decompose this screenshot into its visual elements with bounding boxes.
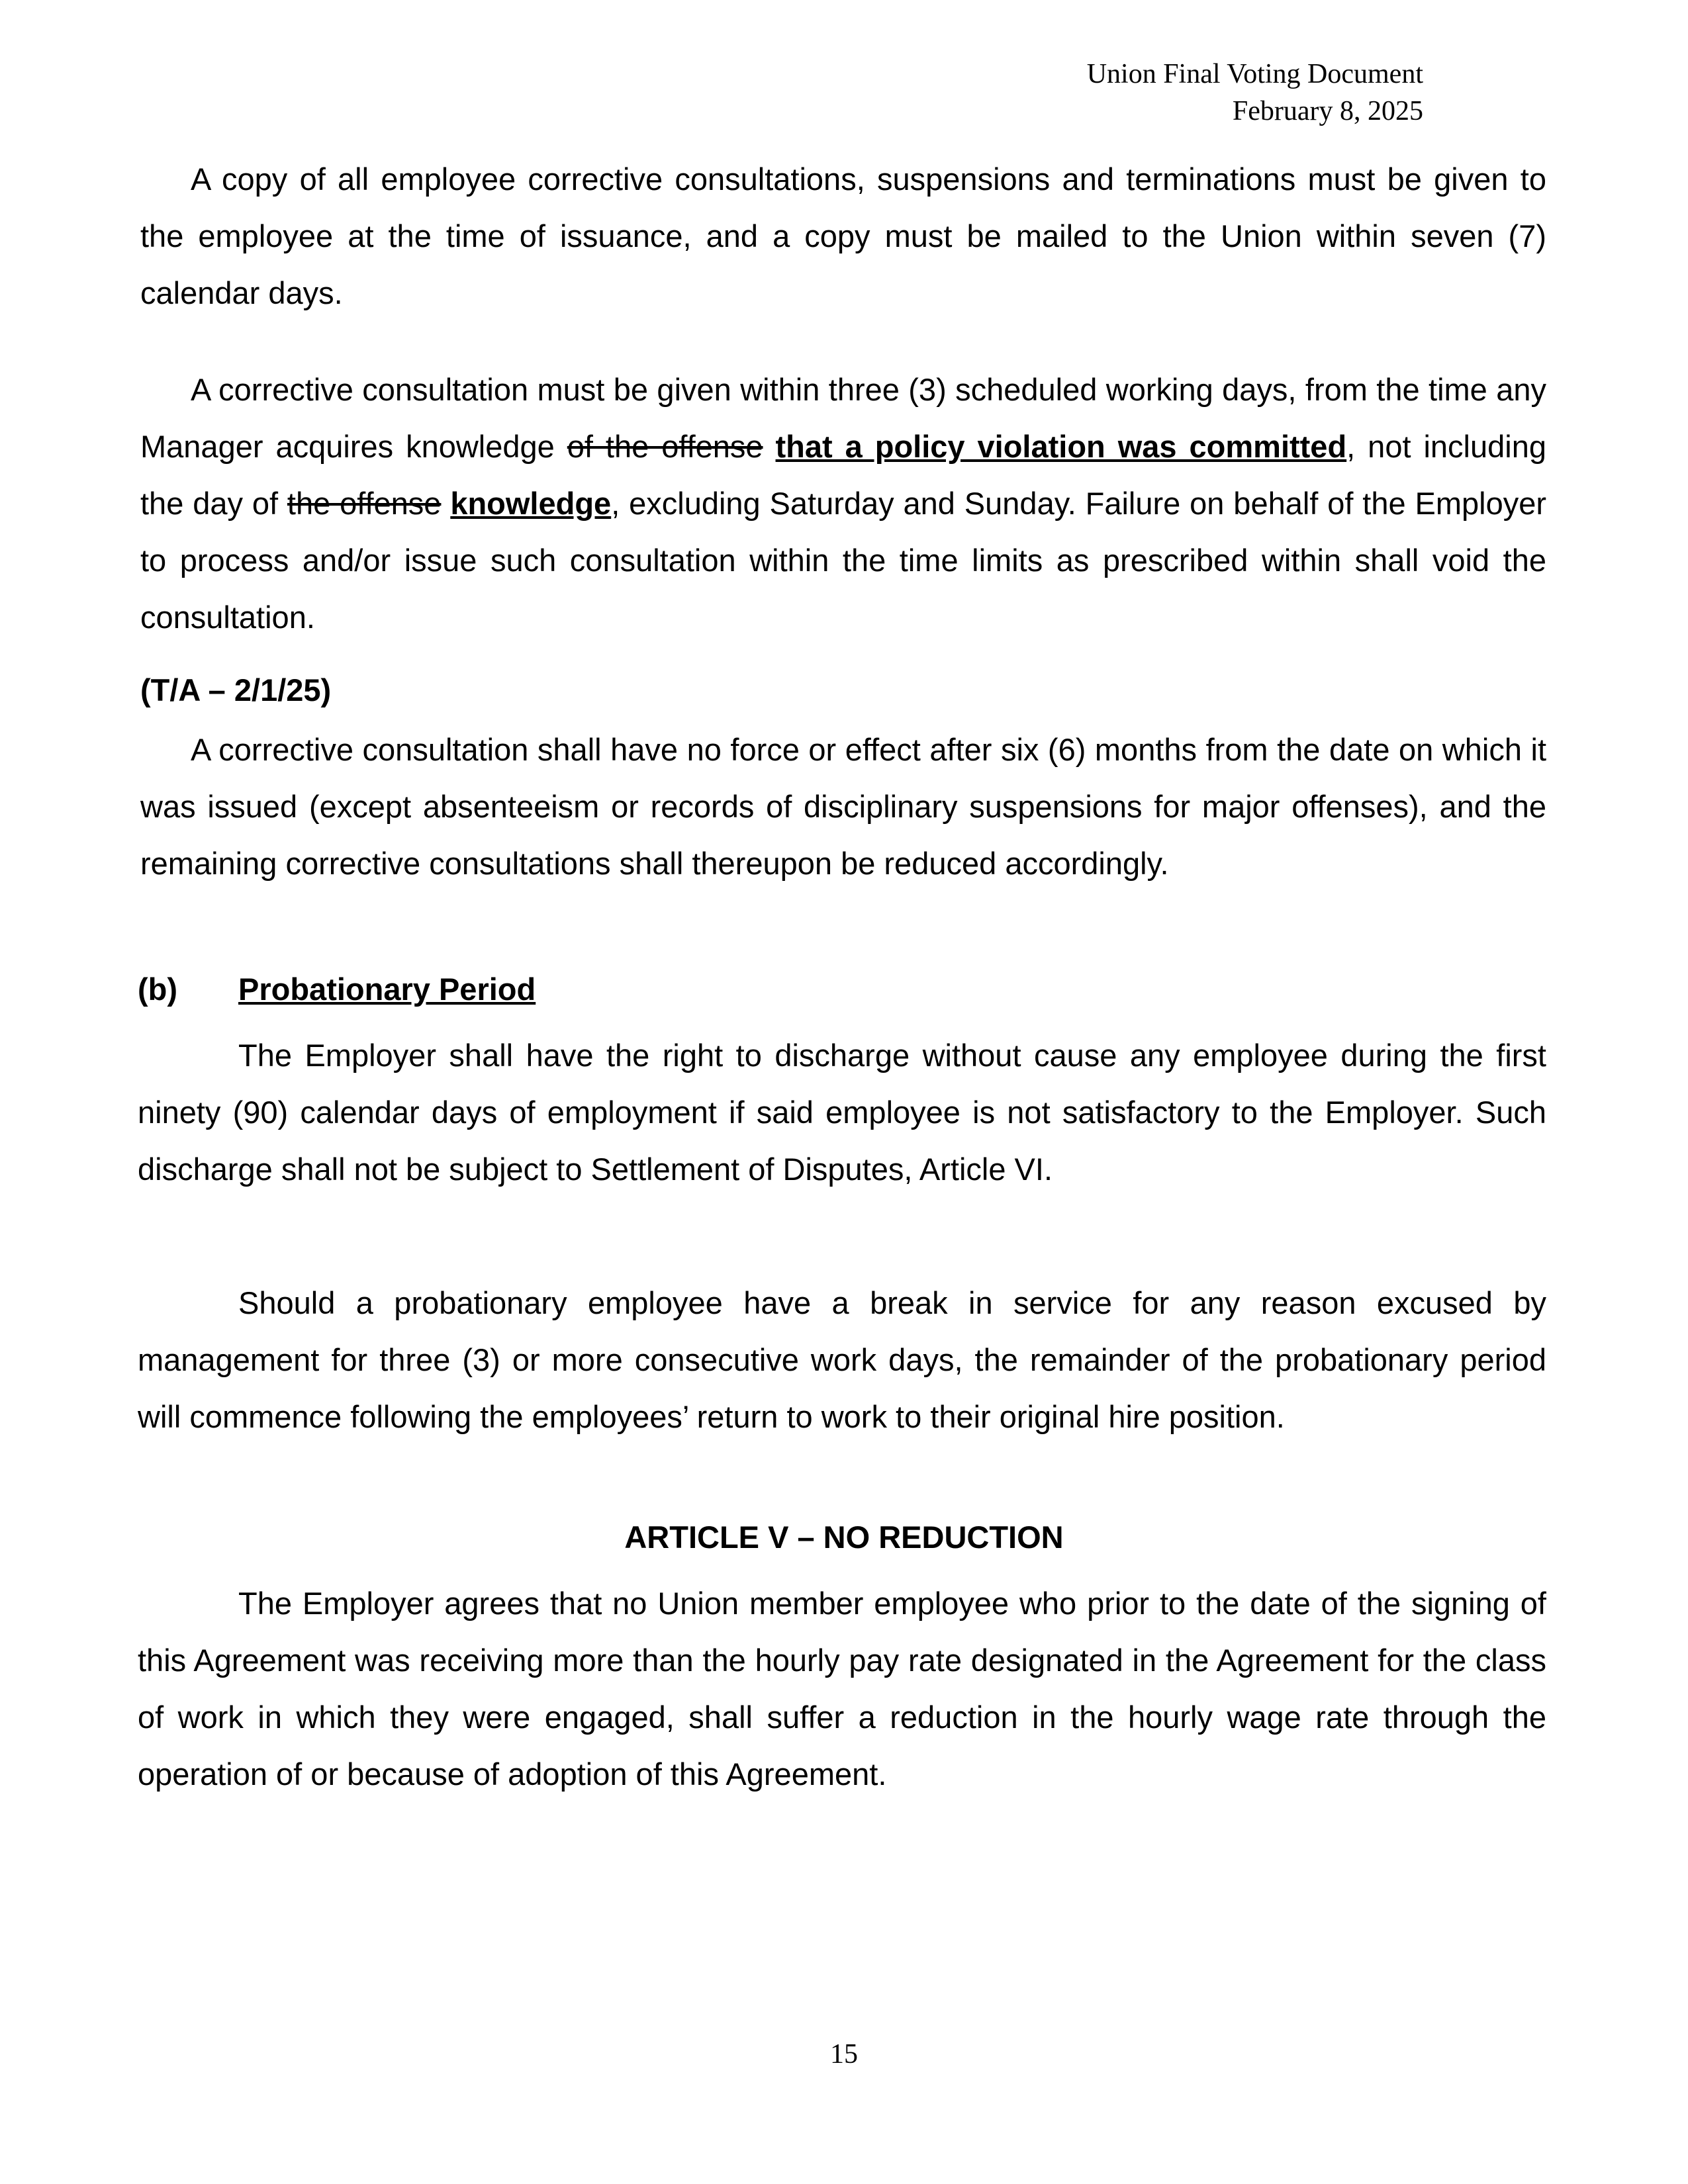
section-title: Probationary Period (238, 972, 536, 1007)
section-b-heading (138, 961, 536, 1018)
document-header (1087, 56, 1423, 130)
para2-text-2: , not including the day of (140, 429, 1546, 521)
para2-text-3: , excluding Saturday and Sunday. Failure on behalf of the Employer to process and/or issue such consultation within the time limits as prescribed within shall void the consultation. (140, 486, 1546, 635)
page-number: 15 (830, 2039, 858, 2070)
section-number: (b) (138, 972, 178, 1007)
inserted-text-2: knowledge (450, 486, 612, 521)
paragraph-corrective-consultation-timing (140, 361, 1546, 646)
deleted-text-1: of the offense (567, 429, 763, 464)
header-title: Union Final Voting Document (1086, 59, 1423, 89)
paragraph-copy-of-consultations: A copy of all employee corrective consultations, suspensions and terminations must be given to the employee at the time of issuance, and a copy must be mailed to the Union within seven (7) calendar days. (140, 161, 1546, 310)
inserted-text-1: that a policy violation was committed (775, 429, 1347, 464)
paragraph-probationary-break: Should a probationary employee have a break in service for any reason excused by management for three (3) or more consecutive work days, the remainder of the probationary period will commence following the employees’ return to work to their original hire position. (138, 1285, 1546, 1434)
tentative-agreement-note: (T/A – 2/1/25) (140, 672, 332, 707)
deleted-text-2: the offense (287, 486, 442, 521)
header-date: February 8, 2025 (1232, 96, 1423, 126)
paragraph-no-reduction: The Employer agrees that no Union member employee who prior to the date of the signing of this Agreement was receiving more than the hourly pay rate designated in the Agreement for the class of work in which they were engaged, shall suffer a reduction in the hourly wage rate through the operation of or because of adoption of this Agreement. (138, 1586, 1546, 1792)
paragraph-probationary-discharge: The Employer shall have the right to discharge without cause any employee during the first ninety (90) calendar days of employment if said employee is not satisfactory to the Employer. Such discharge shall not be subject to Settlement of Disputes, Article VI. (138, 1038, 1546, 1187)
paragraph-consultation-expiry: A corrective consultation shall have no force or effect after six (6) months from the date on which it was issued (except absenteeism or records of disciplinary suspensions for major offenses), and the remaining corrective consultations shall thereupon be reduced accordingly. (140, 732, 1546, 881)
para2-text-1: A corrective consultation must be given within three (3) scheduled working days, from the time any Manager acquires knowledge (140, 372, 1546, 464)
article-heading: ARTICLE V – NO REDUCTION (624, 1520, 1064, 1555)
